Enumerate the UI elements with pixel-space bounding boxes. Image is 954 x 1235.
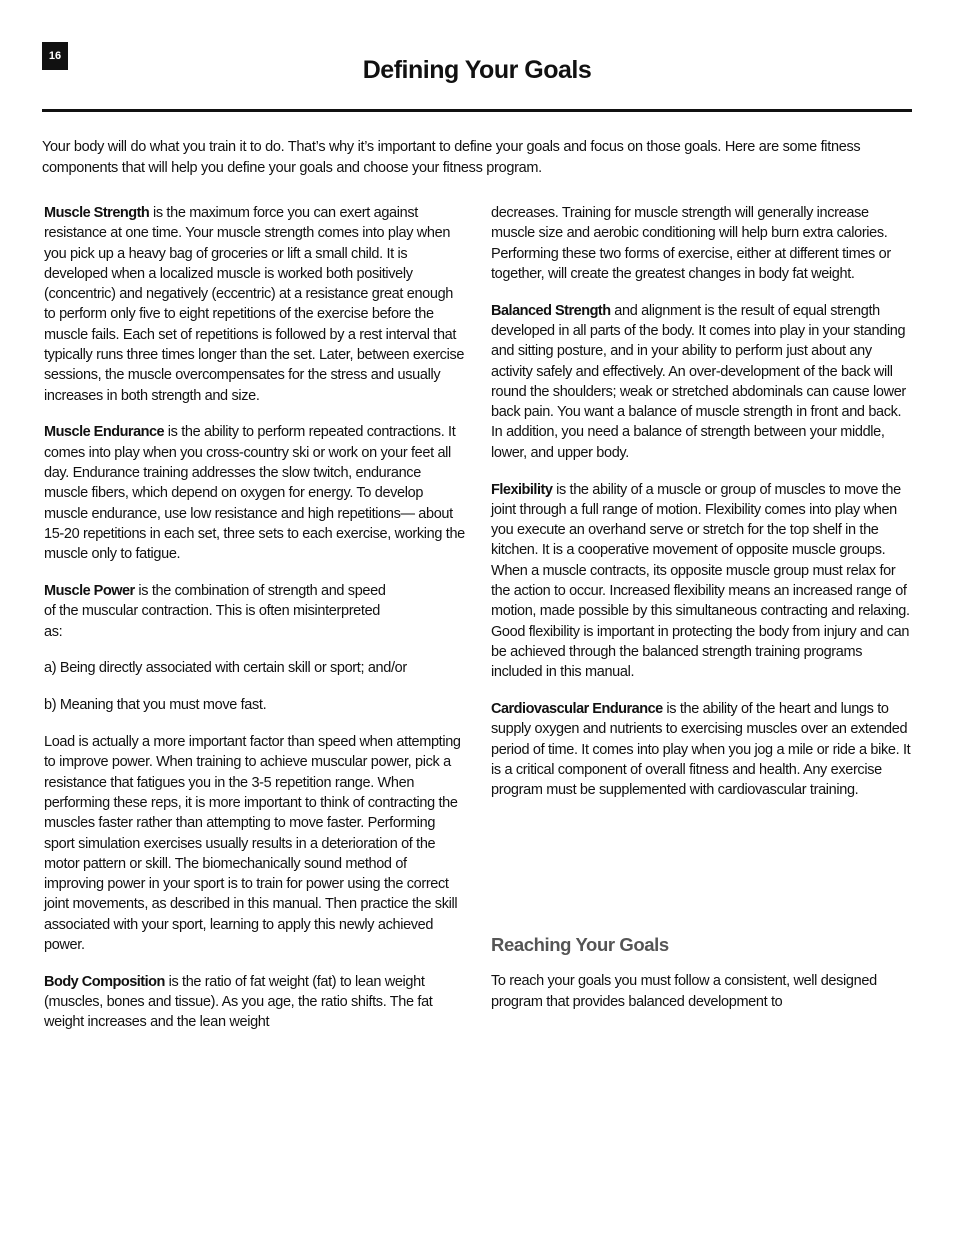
flexibility-paragraph [491, 480, 913, 683]
page-title: Defining Your Goals [362, 56, 592, 84]
body-composition-text: is the ratio of fat weight (fat) to lean weight (muscles, bones and tissue). As you age, the ratio shifts. The fat weight increases and the lean weight [44, 973, 433, 1031]
intro-paragraph: Your body will do what you train it to do. That’s why it’s important to define your goals and focus on those goals. Here are some fitness components that will help you define your goals and choose your fitness program. [42, 139, 861, 176]
title-divider [42, 109, 912, 112]
power-item-a: a) Being directly associated with certain skill or sport; and/or [44, 660, 407, 677]
muscle-endurance-text: is the ability to perform repeated contractions. It comes into play when you cross-country ski or work on your feet all day. Endurance training addresses the slow twitch, endurance muscle fibers, which depend on oxygen for energy. To develop muscle endurance, use low resistance and high repetitions— about 15-20 repetitions in each set, three sets to each exercise, working the muscle only to fatigue. [44, 424, 465, 563]
balanced-strength-term: Balanced Strength [491, 302, 611, 319]
muscle-strength-term: Muscle Strength [44, 205, 150, 221]
cardiovascular-endurance-paragraph [491, 699, 913, 800]
balanced-strength-paragraph [491, 301, 913, 463]
column-spacer [491, 817, 913, 935]
reaching-goals-heading: Reaching Your Goals [491, 934, 669, 956]
muscle-endurance-term: Muscle Endurance [44, 424, 165, 441]
body-composition-term: Body Composition [44, 973, 165, 990]
muscle-strength-text: is the maximum force you can exert against resistance at one time. Your muscle strength comes into play when you pick up a heavy bag of groceries or lift a small child. It is developed when a localized muscle is worked both positively (concentric) and negatively (eccentric) at a resistance great enough to perform only five to eight repetitions of the exercise before the muscle fails. Each set of repetitions is followed by a rest interval that typically runs three times longer than the set. Later, between exercise sessions, the muscle overcompensates for the stress and usually increases in both strength and size. [44, 205, 465, 404]
muscle-power-term: Muscle Power [44, 583, 135, 600]
muscle-power-text: is the combination of strength and speed of the muscular contraction. This is often misinterpreted as: [44, 583, 386, 640]
left-column [44, 203, 468, 1049]
body-composition-continued: decreases. Training for muscle strength will generally increase muscle size and aerobic conditioning will help burn extra calories. Performing these two forms of exercise, either at different times or together, will create the greatest changes in body fat weight. [491, 205, 891, 282]
page-number: 16 [42, 42, 68, 70]
muscle-endurance-paragraph [44, 422, 468, 564]
reaching-goals-paragraph: To reach your goals you must follow a consistent, well designed program that provides balanced development to [491, 973, 877, 1010]
flexibility-term: Flexibility [491, 481, 553, 498]
cardiovascular-endurance-term: Cardiovascular Endurance [491, 701, 663, 718]
balanced-strength-text: and alignment is the result of equal strength developed in all parts of the body. It comes into play in your standing and sitting posture, and in your ability to perform just about any activity safely and effectively. An over-development of the back will round the shoulders; weak or stretched abdominals can cause lower back pain. You want a balance of muscle strength in front and back. In addition, you need a balance of strength between your middle, lower, and upper body. [491, 302, 906, 461]
body-composition-paragraph [44, 972, 468, 1033]
flexibility-text: is the ability of a muscle or group of muscles to move the joint through a full range of motion. Flexibility comes into play when you execute an overhand serve or stretch for the top shelf in the kitchen. It is a cooperative movement of opposite muscle groups. When a muscle contracts, its opposite muscle group must relax for the action to occur. Increased flexibility means an increased range of motion, made possible by this simultaneous contracting and relaxing. Good flexibility is important in protecting the body from injury and can be achieved through the balanced strength training programs included in this manual. [491, 481, 910, 681]
load-paragraph: Load is actually a more important factor than speed when attempting to improve power. When training to achieve muscular power, pick a resistance that fatigues you in the 3-5 repetition range. When performing these reps, it is more important to think of contracting the muscles faster rather than attempting to move faster. Performing sport simulation exercises usually results in a deterioration of the motor pattern or skill. The biomechanically sound method of improving power in your sport is to train for power using the correct joint movements, as described in this manual. Then practice the skill associated with your sport, learning to apply this newly achieved power. [44, 734, 461, 953]
cardiovascular-endurance-text: is the ability of the heart and lungs to supply oxygen and nutrients to exercising muscles over an extended period of time. It comes into play when you jog a mile or ride a bike. It is a critical component of overall fitness and health. Any exercise program must be supplemented with cardiovascular training. [491, 701, 911, 799]
power-item-b: b) Meaning that you must move fast. [44, 697, 267, 714]
right-column [491, 203, 913, 1028]
muscle-strength-paragraph [44, 203, 468, 406]
muscle-power-paragraph [44, 581, 468, 642]
